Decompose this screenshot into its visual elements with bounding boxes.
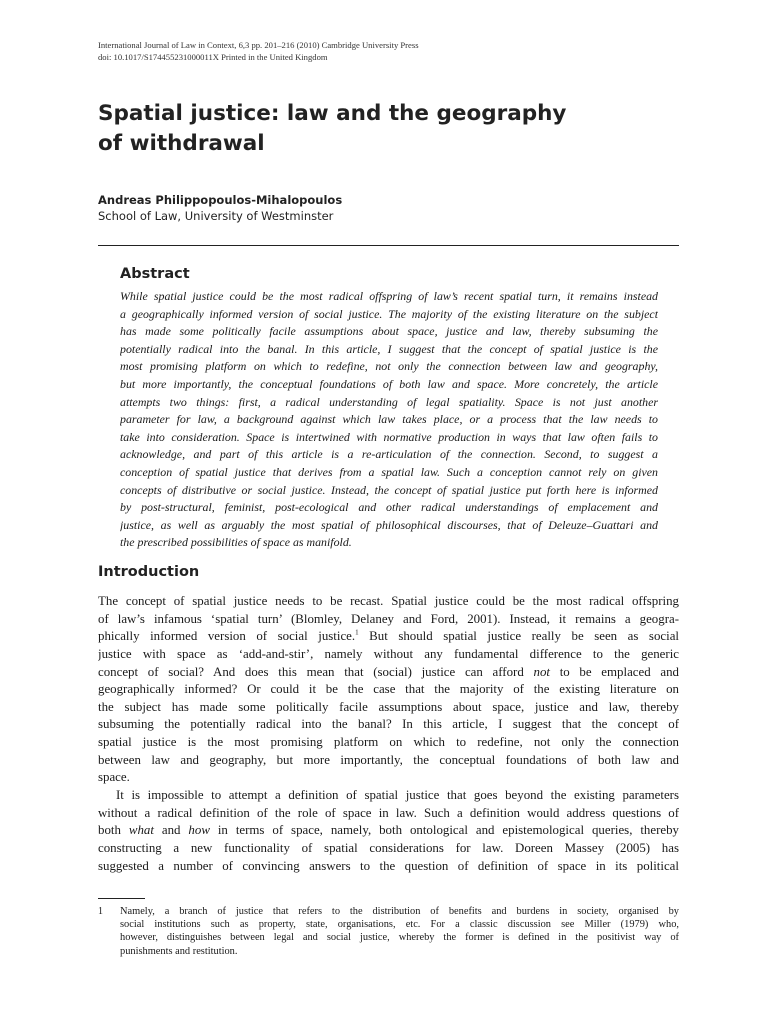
abstract-line: While spatial justice could be the most radical offspring of law’s recent spatial turn, it remains instead [120,289,658,303]
text-run: and [153,823,189,838]
text-run: But should spatial justice really be seen as social [358,629,679,644]
paragraph-line: subsuming the potentially radical into the banal? In this article, I suggest that the concept of [98,717,679,732]
abstract-line: potentially radical into the banal. In this article, I suggest that the concept of spatial justice is the [120,341,658,356]
footnote-line: punishments and restitution. [120,945,238,957]
paragraph-line: justice with space as ‘add-and-stir’, namely without any fundamental difference to the generic [98,646,679,661]
paragraph-line [98,628,679,646]
abstract-line: concepts of distributive or social justice. Instead, the concept of spatial justice put forth here is informed [120,482,658,497]
text-run: to be emplaced and [549,664,679,679]
abstract-line: parameter for law, a background against which law takes place, or a process that the law needs to [120,412,658,427]
paragraph-line: the subject has made some politically facile assumptions about space, justice and law, thereby [98,699,679,714]
paragraph-line: The concept of spatial justice needs to be recast. Spatial justice could be the most radical offspring [98,594,679,608]
author-name: Andreas Philippopoulos-Mihalopoulos [98,193,343,207]
abstract-line: by post-structural, feminist, post-ecological and other radical understandings of emplacement and [120,500,658,515]
article-title-line: Spatial justice: law and the geography [98,101,567,126]
paragraph-line: suggested a number of convincing answers to the question of definition of space in its political [98,858,679,873]
footnote-line: social institutions such as property, state, organisations, etc. For a classic discussion see Miller (1979) who, [120,919,679,931]
paragraph-line: between law and geography, but more importantly, the conceptual foundations of both law and [98,752,679,767]
paragraph-line: It is impossible to attempt a definition of spatial justice that goes beyond the existing parameters [116,788,679,803]
author-affiliation: School of Law, University of Westminster [98,209,334,223]
abstract-line: a geographically informed version of social justice. The majority of the existing literature on the subject [120,306,658,321]
paragraph-line [98,822,679,840]
text-run: phically informed version of social justice. [98,629,356,644]
abstract-heading: Abstract [120,266,190,282]
paragraph-line: space. [98,770,130,785]
abstract-line: most promising platform on which to redefine, not only the connection between law and geography, [120,359,658,374]
emphasis: not [533,664,550,679]
section-heading-introduction: Introduction [98,564,200,580]
text-run: both [98,823,129,838]
paragraph-line: spatial justice is the most promising platform on which to redefine, not only the connection [98,735,679,750]
paragraph-line: of law’s infamous ‘spatial turn’ (Blomley, Delaney and Ford, 2001). Instead, it remains a geogra- [98,611,679,626]
paragraph-line [98,664,679,682]
abstract-line: conception of spatial justice that derives from a spatial law. Such a conception cannot rely on given [120,464,658,479]
paragraph-line: geographically informed? Or could it be the case that the majority of the existing literature on [98,682,679,697]
journal-citation: International Journal of Law in Context, 6,3 pp. 201–216 (2010) Cambridge University Press [98,40,419,50]
abstract-line: but more importantly, the conceptual foundations of both law and space. More concretely, the article [120,376,658,391]
abstract-text [120,288,658,552]
footnote-divider [98,898,145,899]
title-divider [98,245,679,246]
text-run: concept of social? And does this mean that (social) justice can afford [98,664,534,679]
doi-line: doi: 10.1017/S174455231000011X Printed in the United Kingdom [98,52,328,62]
article-title [98,99,658,159]
paragraph-line: without a radical definition of the role of space in law. Such a definition would address questions of [98,805,679,820]
footnote-number: 1 [98,906,103,917]
paragraph-line: constructing a new functionality of spatial considerations for law. Doreen Massey (2005) has [98,840,679,855]
footnote-line: Namely, a branch of justice that refers to the distribution of benefits and burdens in society, organised by [120,906,679,917]
footnote-text [120,905,679,958]
footnote-line: however, distinguishes between legal and social justice, whereby the former is defined in the positivist way of [120,932,679,944]
abstract-line: the prescribed possibilities of space as manifold. [120,535,352,550]
text-run: in terms of space, namely, both ontological and epistemological queries, thereby [209,823,679,838]
introduction-body [98,593,679,875]
article-title-line: of withdrawal [98,131,265,156]
abstract-line: has made some politically facile assumptions about space, justice and law, thereby subsuming the [120,324,658,339]
abstract-line: acknowledge, and part of this article is a re-articulation of the connection. Second, to suggest a [120,447,658,462]
footnote-reference[interactable]: 1 [355,628,359,637]
emphasis: what [128,823,154,838]
abstract-line: take into consideration. Space is intertwined with normative production in ways that law often fails to [120,429,658,444]
abstract-line: justice, as well as arguably the most spatial of philosophical discourses, that of Deleuze–Guattari and [120,517,658,532]
emphasis: how [188,823,210,838]
abstract-line: attempts two things: first, a radical understanding of legal spatiality. Space is not just another [120,394,658,409]
